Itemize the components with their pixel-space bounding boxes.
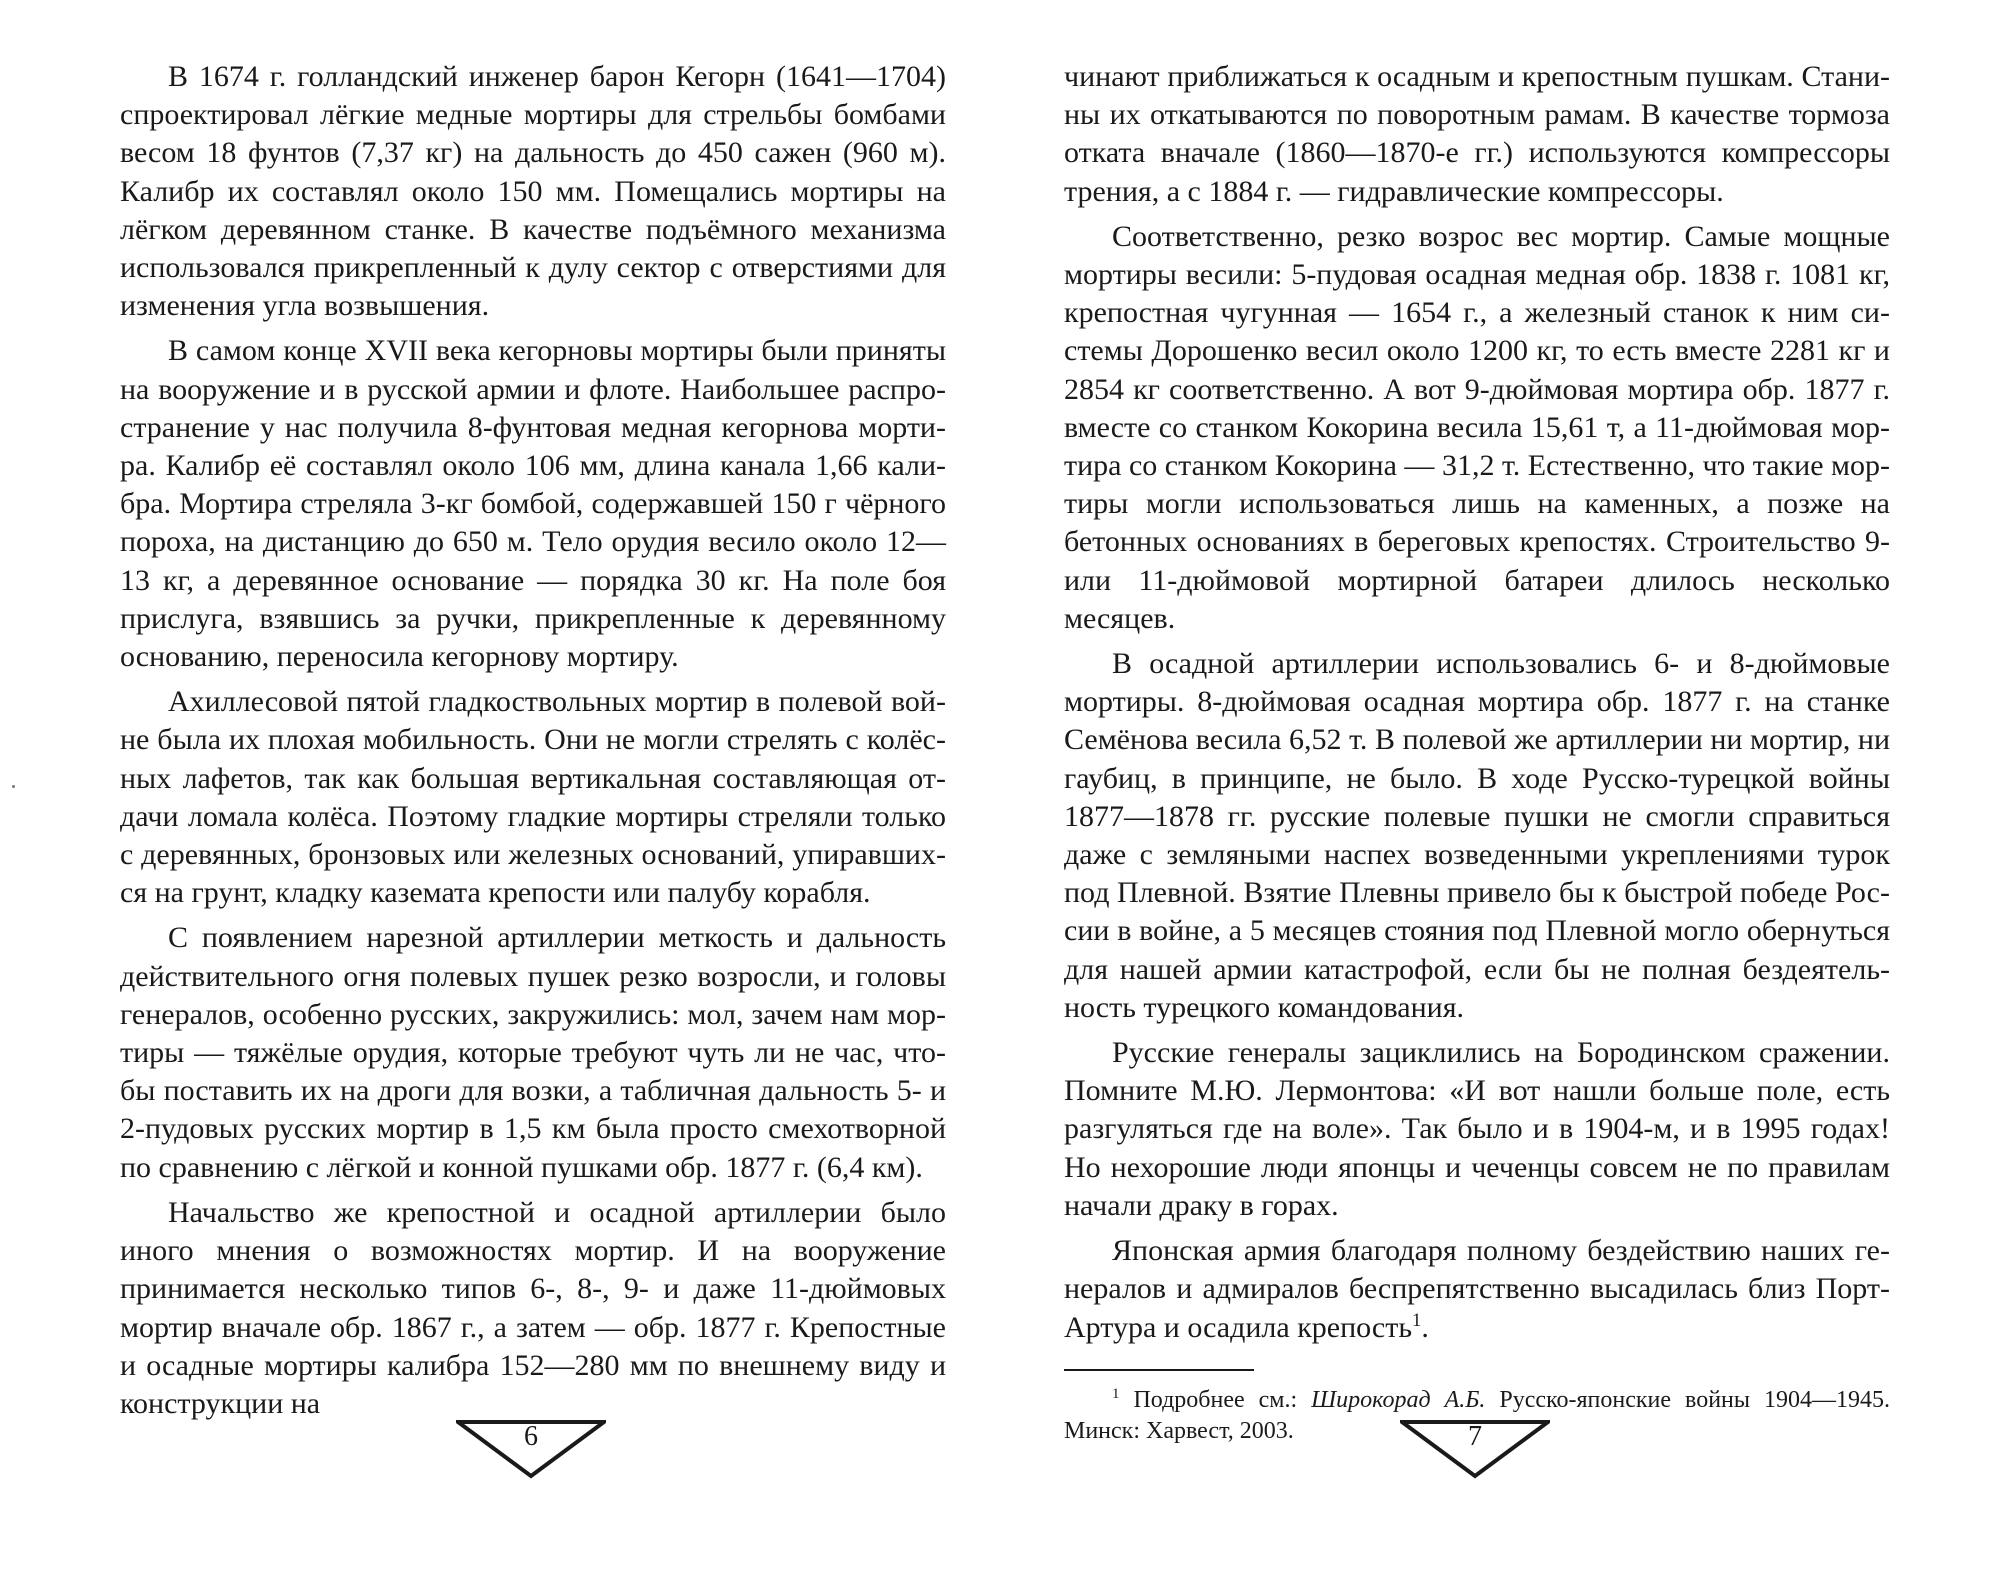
right-paragraph-last-text: Японская армия благодаря полному бездействию наших генералов и адмиралов беспрепятственно высадилась близ Порт-Артура и осадила крепость	[1064, 1234, 1890, 1344]
right-paragraph-last: Японская армия благодаря полному бездействию наших генералов и адмиралов беспрепятственно высадилась близ Порт-Артура и осадила крепость$^1$.	[1064, 1234, 1890, 1344]
right-continuation: чинают приближаться к осадным и крепостным пушкам. Станины их откатываются по поворотным рамам. В качестве тормоза отката вначале (1860—1870-е гг.) используются компрессоры трения, а с 1884 г. — гидравлические компрессоры.	[1064, 60, 1890, 208]
footnote-divider	[1064, 1369, 1254, 1371]
right-paragraph-1: Соответственно, резко возрос вес мортир. Самые мощные мортиры весили: 5-пудовая осадная медная обр. 1838 г. 1081 кг, крепостная чугунная — 1654 г., а железный станок к ним системы Дорошенко весил около 1200 кг, то есть вместе 2281 кг и 2854 кг соответственно. А вот 9-дюймовая мортира обр. 1877 г. вместе со станком Кокорина весила 15,61 т, а 11-дюймовая мортира со станком Кокорина — 31,2 т. Естественно, что такие мортиры могли использоваться лишь на каменных, а позже на бетонных основаниях в береговых крепостях. Строительство 9- или 11-дюймовой мортирной батареи длилось несколько месяцев.	[1064, 219, 1890, 635]
footnote-text: Русско-японские войны 1904—1945. Минск: Харвест, 2003.	[1064, 1386, 1891, 1444]
right-paragraph-2: В осадной артиллерии использовались 6- и 8-дюймовые мортиры. 8-дюймовая осадная мортира обр. 1877 г. на станке Семёнова весила 6,52 т. В полевой же артиллерии ни мортир, ни гаубиц, в принципе, не было. В ходе Русско-турецкой войны 1877—1878 гг. русские полевые пушки не смогли справиться даже с земляными наспех возведенными укреплениями турок под Плевной. Взятие Плевны привело бы к быстрой победе России в войне, а 5 месяцев стояния под Плевной могло обернуться для нашей армии катастрофой, если бы не полная бездеятельность турецкого командования.	[1064, 647, 1890, 1024]
left-paragraph-4: С появлением нарезной артиллерии меткость и дальность действительного огня полевых пушек резко возросли, и головы генералов, особенно русских, закружились: мол, зачем нам мортиры — тяжёлые орудия, которые требуют чуть ли не час, чтобы поставить их на дроги для возки, а табличная дальность 5- и 2-пудовых русских мортир в 1,5 км была просто смехотворной по сравнению с лёгкой и конной пушками обр. 1877 г. (6,4 км).	[120, 921, 946, 1184]
page-number-right-text: 7	[1468, 1421, 1482, 1452]
page-number-left	[456, 1420, 606, 1480]
footnote-marker: 1	[1112, 1385, 1120, 1402]
left-paragraph-2: В самом конце XVII века кегорновы мортиры были приняты на вооружение и в русской армии и флоте. Наибольшее распространение у нас получила 8-фунтовая медная кегорнова мортира. Калибр её составлял около 106 мм, длина канала 1,66 калибра. Мортира стреляла 3-кг бомбой, содержавшей 150 г чёрного пороха, на дистанцию до 650 м. Тело орудия весило около 12—13 кг, а деревянное основание — порядка 30 кг. На поле боя прислуга, взявшись за ручки, прикрепленные к деревянному основанию, переносила кегорнову мортиру.	[120, 334, 946, 674]
left-page	[120, 58, 946, 1423]
page-number-left-text: 6	[524, 1421, 538, 1452]
right-paragraph-3: Русские генералы зациклились на Бородинском сражении. Помните М.Ю. Лермонтова: «И вот нашли больше поле, есть разгуляться где на воле». Так было и в 1904-м, и в 1995 годах! Но нехорошие люди японцы и чеченцы совсем не по правилам начали драку в горах.	[1064, 1036, 1890, 1222]
scan-speck	[12, 785, 15, 788]
right-page	[1064, 58, 1890, 1447]
footnote-author: Широкорад А.Б.	[1311, 1386, 1486, 1413]
footnote-reference: 1	[1412, 1309, 1422, 1331]
page-number-right	[1400, 1420, 1550, 1480]
footnote-prefix: Подробнее см.:	[1133, 1386, 1312, 1413]
left-paragraph-1: В 1674 г. голландский инженер барон Кегорн (1641—1704) спроектировал лёгкие медные мортиры для стрельбы бомбами весом 18 фунтов (7,37 кг) на дальность до 450 сажен (960 м). Калибр их составлял около 150 мм. Помещались мортиры на лёгком деревянном станке. В качестве подъёмного механизма использовался прикрепленный к дулу сектор с отверстиями для изменения угла возвышения.	[120, 60, 946, 323]
left-paragraph-3: Ахиллесовой пятой гладкоствольных мортир в полевой войне была их плохая мобильность. Они не могли стрелять с колёсных лафетов, так как большая вертикальная составляющая отдачи ломала колёса. Поэтому гладкие мортиры стреляли только с деревянных, бронзовых или железных оснований, упиравшихся на грунт, кладку каземата крепости или палубу корабля.	[120, 685, 946, 910]
left-paragraph-5: Начальство же крепостной и осадной артиллерии было иного мнения о возможностях мортир. И на вооружение принимается несколько типов 6-, 8-, 9- и даже 11-дюймовых мортир вначале обр. 1867 г., а затем — обр. 1877 г. Крепостные и осадные мортиры калибра 152—280 мм по внешнему виду и конструкции на	[120, 1195, 946, 1420]
